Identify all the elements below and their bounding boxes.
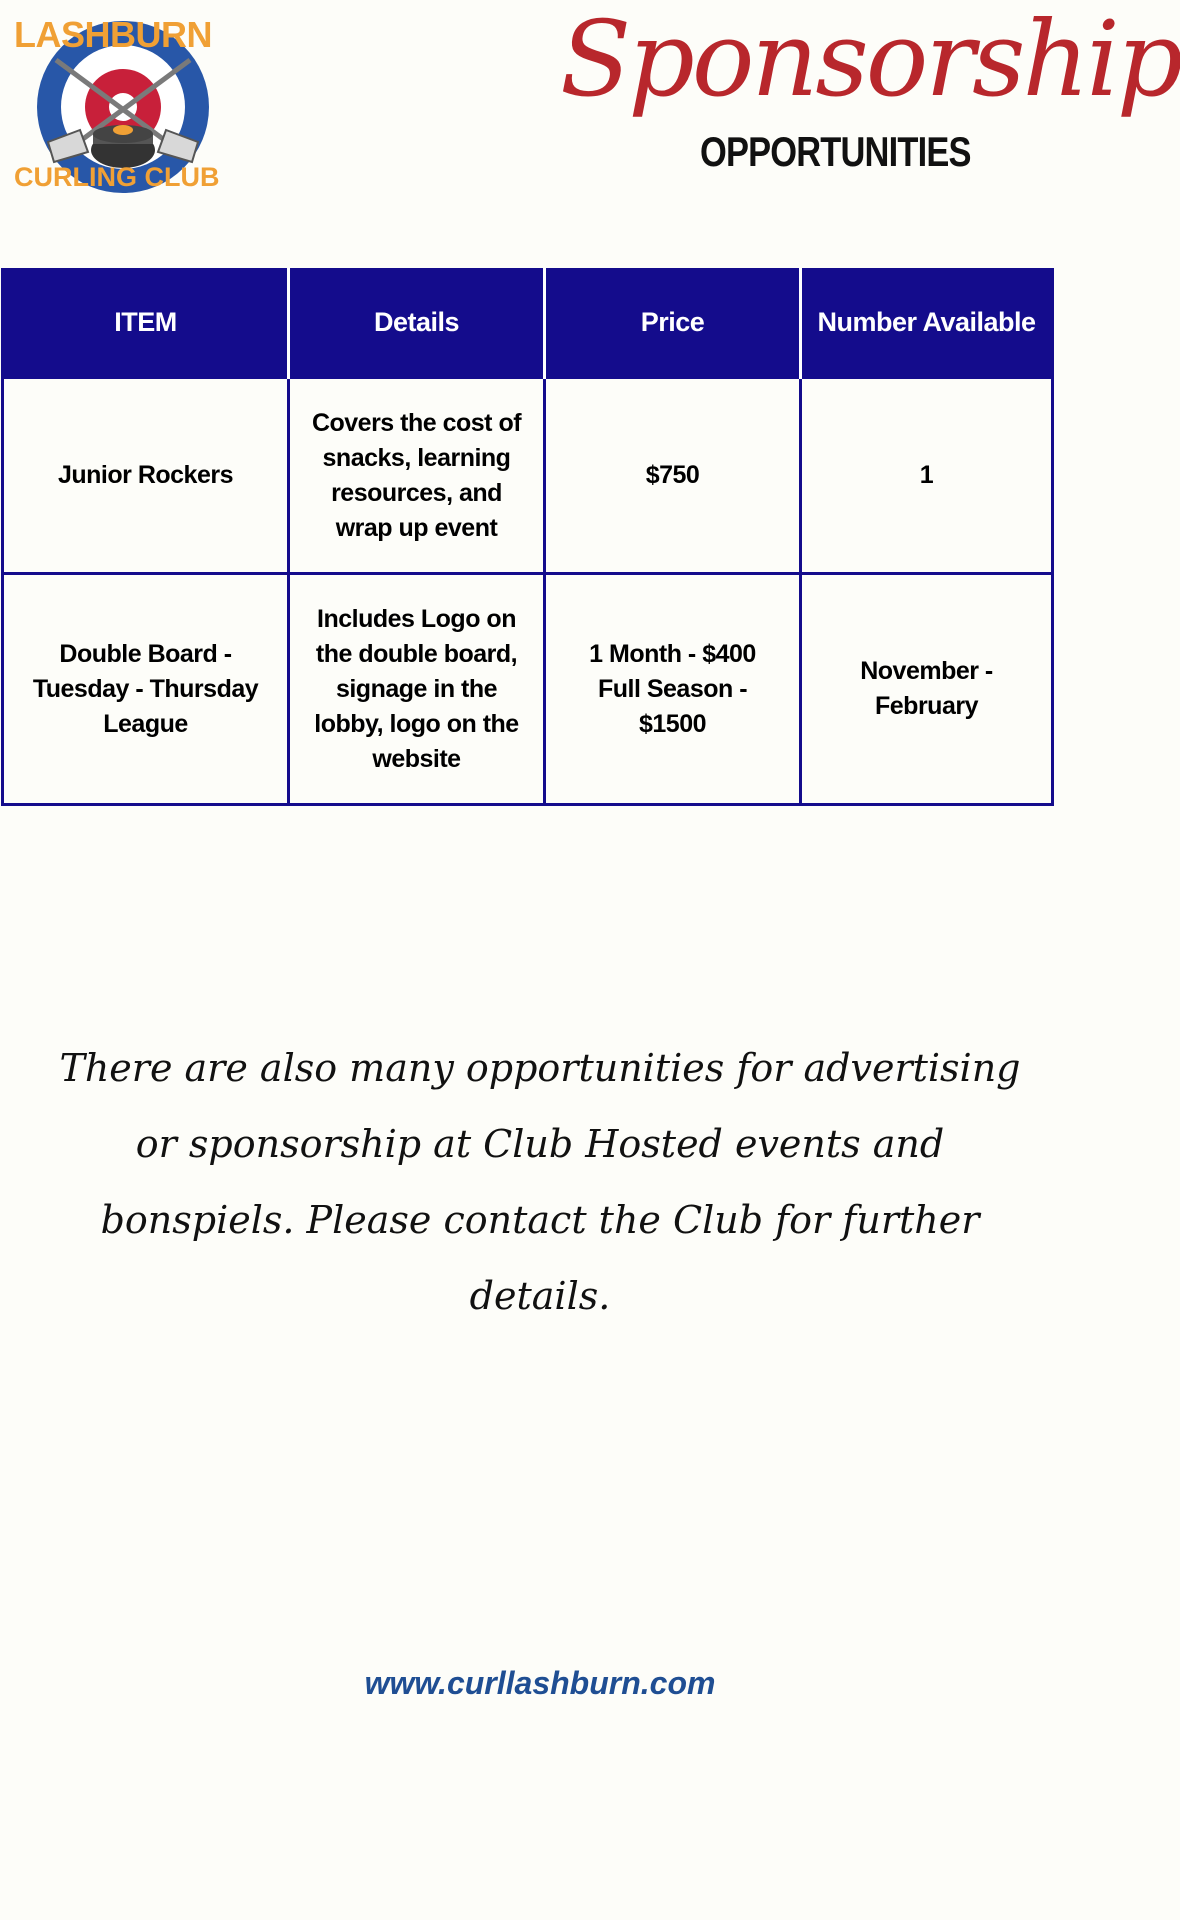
club-logo [8, 12, 228, 192]
table-header-row [3, 268, 1053, 378]
cell-price [545, 378, 801, 574]
page-heading [560, 0, 1180, 176]
cell-item: Junior Rockers [3, 378, 289, 574]
website-link[interactable]: www.curllashburn.com [364, 1665, 716, 1701]
price-line: Full Season - $1500 [597, 674, 748, 738]
contact-note: There are also many opportunities for advertising or sponsorship at Club Hosted events and bonspiels. Please contact the Club for further details. [59, 1046, 1021, 1318]
table-row [3, 378, 1053, 574]
heading-script-title: Sponsorship [560, 0, 1180, 120]
cell-available: 1 [801, 378, 1053, 574]
sponsorship-table [1, 268, 1054, 806]
price-line: $750 [645, 461, 700, 489]
logo-top-text: LASHBURN [14, 14, 212, 55]
cell-item: Double Board - Tuesday - Thursday League [3, 574, 289, 805]
table-row [3, 574, 1053, 805]
logo-bottom-text: CURLING CLUB [14, 162, 220, 192]
heading-subtitle: OPPORTUNITIES [700, 128, 971, 175]
cell-details: Covers the cost of snacks, learning resources, and wrap up event [289, 378, 545, 574]
cell-price [545, 574, 801, 805]
header-price: Price [545, 268, 801, 378]
cell-details: Includes Logo on the double board, signage in the lobby, logo on the website [289, 574, 545, 805]
header-number-available: Number Available [801, 268, 1053, 378]
cell-available: November - February [801, 574, 1053, 805]
header-item: ITEM [3, 268, 289, 378]
header-details: Details [289, 268, 545, 378]
price-line: 1 Month - $400 [589, 639, 756, 668]
